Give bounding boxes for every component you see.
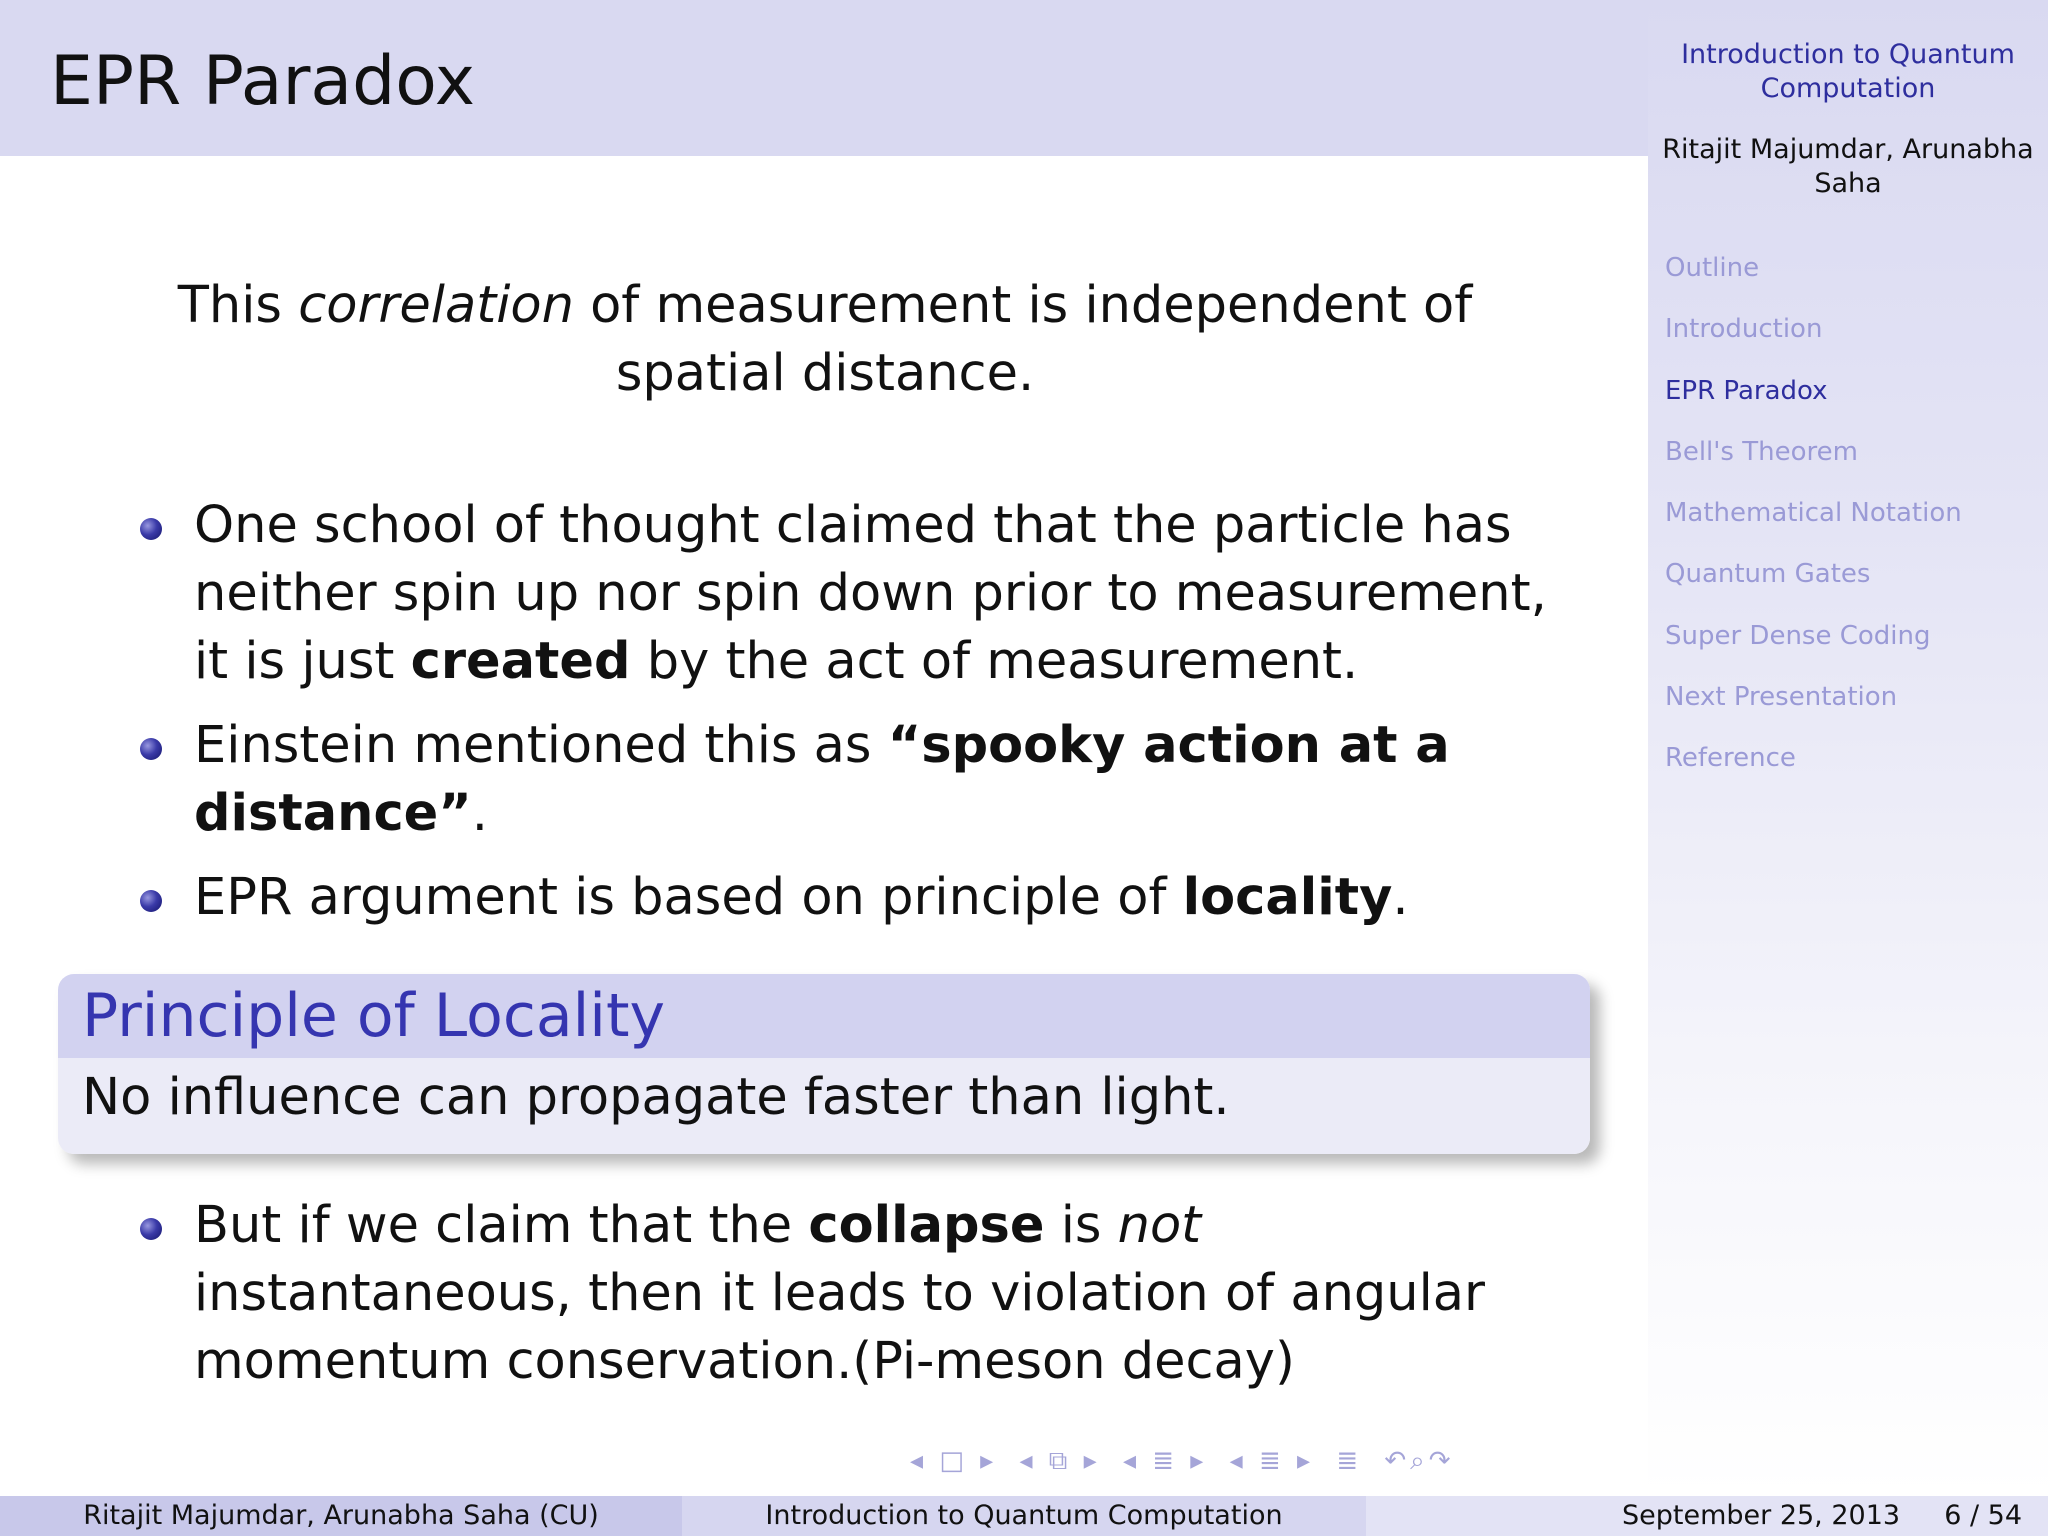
slide-title: EPR Paradox xyxy=(50,42,475,121)
sidebar-item-quantum-gates[interactable]: Quantum Gates xyxy=(1665,559,1871,590)
sidebar-item-next-presentation[interactable]: Next Presentation xyxy=(1665,682,1898,713)
bullet-list-continued xyxy=(140,1192,1580,1396)
sidebar-item-epr-paradox[interactable]: EPR Paradox xyxy=(1665,375,1828,406)
sidebar-item-introduction[interactable]: Introduction xyxy=(1665,314,1823,345)
sidebar xyxy=(1648,0,2048,1496)
footer xyxy=(0,1496,2048,1536)
bullet-text: . xyxy=(1392,868,1409,927)
sidebar-item-outline[interactable]: Outline xyxy=(1665,253,1760,283)
block-title: Principle of Locality xyxy=(58,974,1590,1058)
correlation-statement xyxy=(100,272,1550,408)
subsection-list-nav-icon[interactable]: ◂ ≣ ▸ xyxy=(1229,1446,1315,1476)
statement-text-end: of measurement is independent of spatial distance. xyxy=(573,276,1473,403)
footer-date-page xyxy=(1366,1496,2048,1536)
bullet-text: Einstein mentioned this as xyxy=(194,716,888,775)
footer-authors: Ritajit Majumdar, Arunabha Saha (CU) xyxy=(0,1496,682,1536)
list-item xyxy=(140,492,1580,696)
list-item xyxy=(140,864,1580,932)
bullet-text: But if we claim that the xyxy=(194,1196,809,1255)
bullet-dot-icon xyxy=(140,1218,162,1240)
bullet-dot-icon xyxy=(140,890,162,912)
list-item xyxy=(140,712,1580,848)
list-item xyxy=(140,1192,1580,1396)
bullet-bold-text: created xyxy=(410,632,631,691)
frame-nav-icon[interactable]: ◂ □ ▸ xyxy=(910,1446,998,1476)
bullet-bold-text: “spooky action at a distance” xyxy=(194,716,1450,843)
section-nav-icon[interactable]: ◂ ≣ ▸ xyxy=(1122,1446,1208,1476)
block-body: No influence can propagate faster than light. xyxy=(58,1058,1590,1154)
document-nav-icon[interactable]: ≣ xyxy=(1336,1446,1363,1476)
sidebar-item-bells-theorem[interactable]: Bell's Theorem xyxy=(1665,436,1858,467)
sidebar-section-nav xyxy=(1665,248,1962,800)
sidebar-presentation-title[interactable]: Introduction to Quantum Computation xyxy=(1681,39,2015,104)
bullet-bold-text: collapse xyxy=(808,1196,1045,1255)
bullet-dot-icon xyxy=(140,738,162,760)
bullet-text: One school of thought claimed that the particle has neither spin up nor spin down prior to measurement, it is just xyxy=(194,496,1547,691)
bullet-text: EPR argument is based on principle of xyxy=(194,868,1183,927)
bullet-emphasis: not xyxy=(1117,1196,1202,1255)
sidebar-item-mathematical-notation[interactable]: Mathematical Notation xyxy=(1665,498,1962,529)
footer-page-number: 6 / 54 xyxy=(1944,1500,2022,1531)
footer-title: Introduction to Quantum Computation xyxy=(682,1496,1366,1536)
bullet-text: instantaneous, then it leads to violation of angular momentum conservation.(Pi-meson decay) xyxy=(194,1264,1485,1391)
sidebar-authors: Ritajit Majumdar, Arunabha Saha xyxy=(1662,134,2034,199)
sidebar-item-super-dense-coding[interactable]: Super Dense Coding xyxy=(1665,620,1931,651)
statement-text-start: This xyxy=(177,276,299,335)
bullet-text: by the act of measurement. xyxy=(630,632,1359,691)
bullet-dot-icon xyxy=(140,518,162,540)
beamer-navigation-symbols xyxy=(910,1446,1465,1482)
bullet-text: . xyxy=(471,784,489,843)
bullet-bold-text: locality xyxy=(1182,868,1393,927)
statement-emphasis: correlation xyxy=(298,276,574,335)
bullet-list xyxy=(140,492,1580,932)
principle-of-locality-block xyxy=(58,974,1590,1154)
footer-date: September 25, 2013 xyxy=(1622,1500,1901,1531)
frame-title-bar xyxy=(0,0,1648,156)
subsection-nav-icon[interactable]: ◂ ⧉ ▸ xyxy=(1019,1446,1101,1476)
bullet-text: is xyxy=(1044,1196,1118,1255)
sidebar-item-reference[interactable]: Reference xyxy=(1665,743,1796,774)
search-back-forward-icon[interactable]: ↶⌕↷ xyxy=(1384,1446,1455,1476)
